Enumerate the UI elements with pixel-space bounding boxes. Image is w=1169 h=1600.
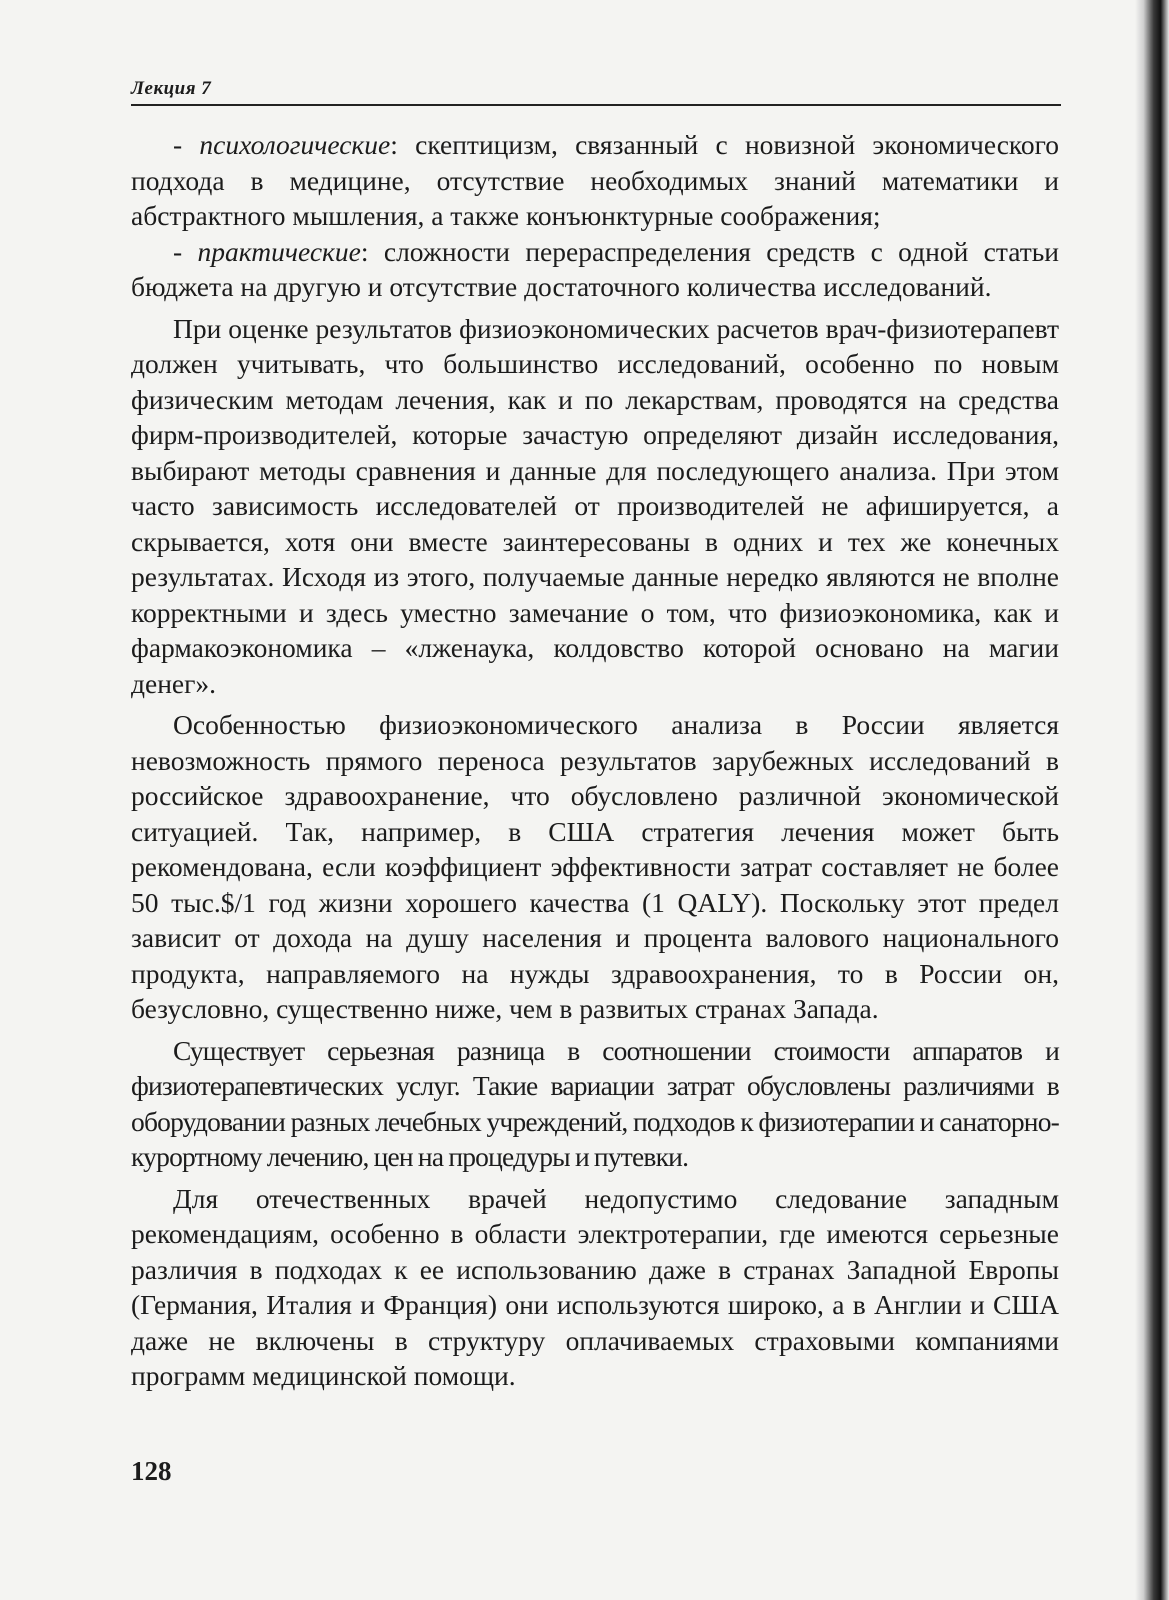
list-text: : сложности перераспределения средств с одной статьи бюджета на другую и отсутствие достаточного количества исследований.	[131, 235, 1059, 302]
running-header	[131, 78, 1061, 106]
page-number: 128	[131, 1456, 172, 1486]
book-spine-shadow	[1135, 0, 1169, 1600]
list-item-practical: - практические: сложности перераспределения средств с одной статьи бюджета на другую и отсутствие достаточного количества исследований.	[131, 235, 1059, 302]
list-item-psychological: - психологические: скептицизм, связанный с новизной экономического подхода в медицине, отсутствие необходимых знаний математики и абстрактного мышления, а также конъюнктурные соображения;	[131, 129, 1059, 231]
list-text: : скептицизм, связанный с новизной экономического подхода в медицине, отсутствие необходимых знаний математики и абстрактного мышления, а также конъюнктурные соображения;	[131, 129, 1059, 231]
paragraph-cost-differences: Существует серьезная разница в соотношении стоимости аппаратов и физиотерапевтических услуг. Такие вариации затрат обусловлены различиями в оборудовании разных лечебных учреждений, подходов к физиотерапии и санаторно-курортному лечению, цен на процедуры и путевки.	[131, 1034, 1059, 1172]
paragraph-evaluation: При оценке результатов физиоэкономических расчетов врач-физиотерапевт должен учитывать, что большинство исследований, особенно по новым физическим методам лечения, как и по лекарствам, проводятся на средства фирм-производителей, которые зачастую определяют дизайн исследования, выбирают методы сравнения и данные для последующего анализа. При этом часто зависимость исследователей от производителей не афишируется, а скрывается, хотя они вместе заинтересованы в одних и тех же конечных результатах. Исходя из этого, получаемые данные нередко являются не вполне корректными и здесь уместно замечание о том, что физиоэкономика, как и фармакоэкономика – «лженаука, колдовство которой основано на магии денег».	[131, 312, 1059, 699]
lecture-title: Лекция 7	[131, 78, 212, 99]
paragraph-russia-specifics: Особенностью физиоэкономического анализа в России является невозможность прямого переноса результатов зарубежных исследований в российское здравоохранение, что обусловлено различной экономической ситуацией. Так, например, в США стратегия лечения может быть рекомендована, если коэффициент эффективности затрат составляет не более 50 тыс.$/1 год жизни хорошего качества (1 QALY). Поскольку этот предел зависит от дохода на душу населения и процента валового национального продукта, направляемого на нужды здравоохранения, то в России он, безусловно, существенно ниже, чем в развитых странах Запада.	[131, 709, 1059, 1024]
list-term: психологические	[199, 129, 391, 160]
list-term: практические	[197, 235, 361, 267]
page-body	[131, 127, 1059, 1394]
paragraph-western-recommendations: Для отечественных врачей недопустимо следование западным рекомендациям, особенно в области электротерапии, где имеются серьезные различия в подходах к ее использованию даже в странах Западной Европы (Германия, Италия и Франция) они используются широко, а в Англии и США даже не включены в структуру оплачиваемых страховыми компаниями программ медицинской помощи.	[131, 1182, 1059, 1391]
